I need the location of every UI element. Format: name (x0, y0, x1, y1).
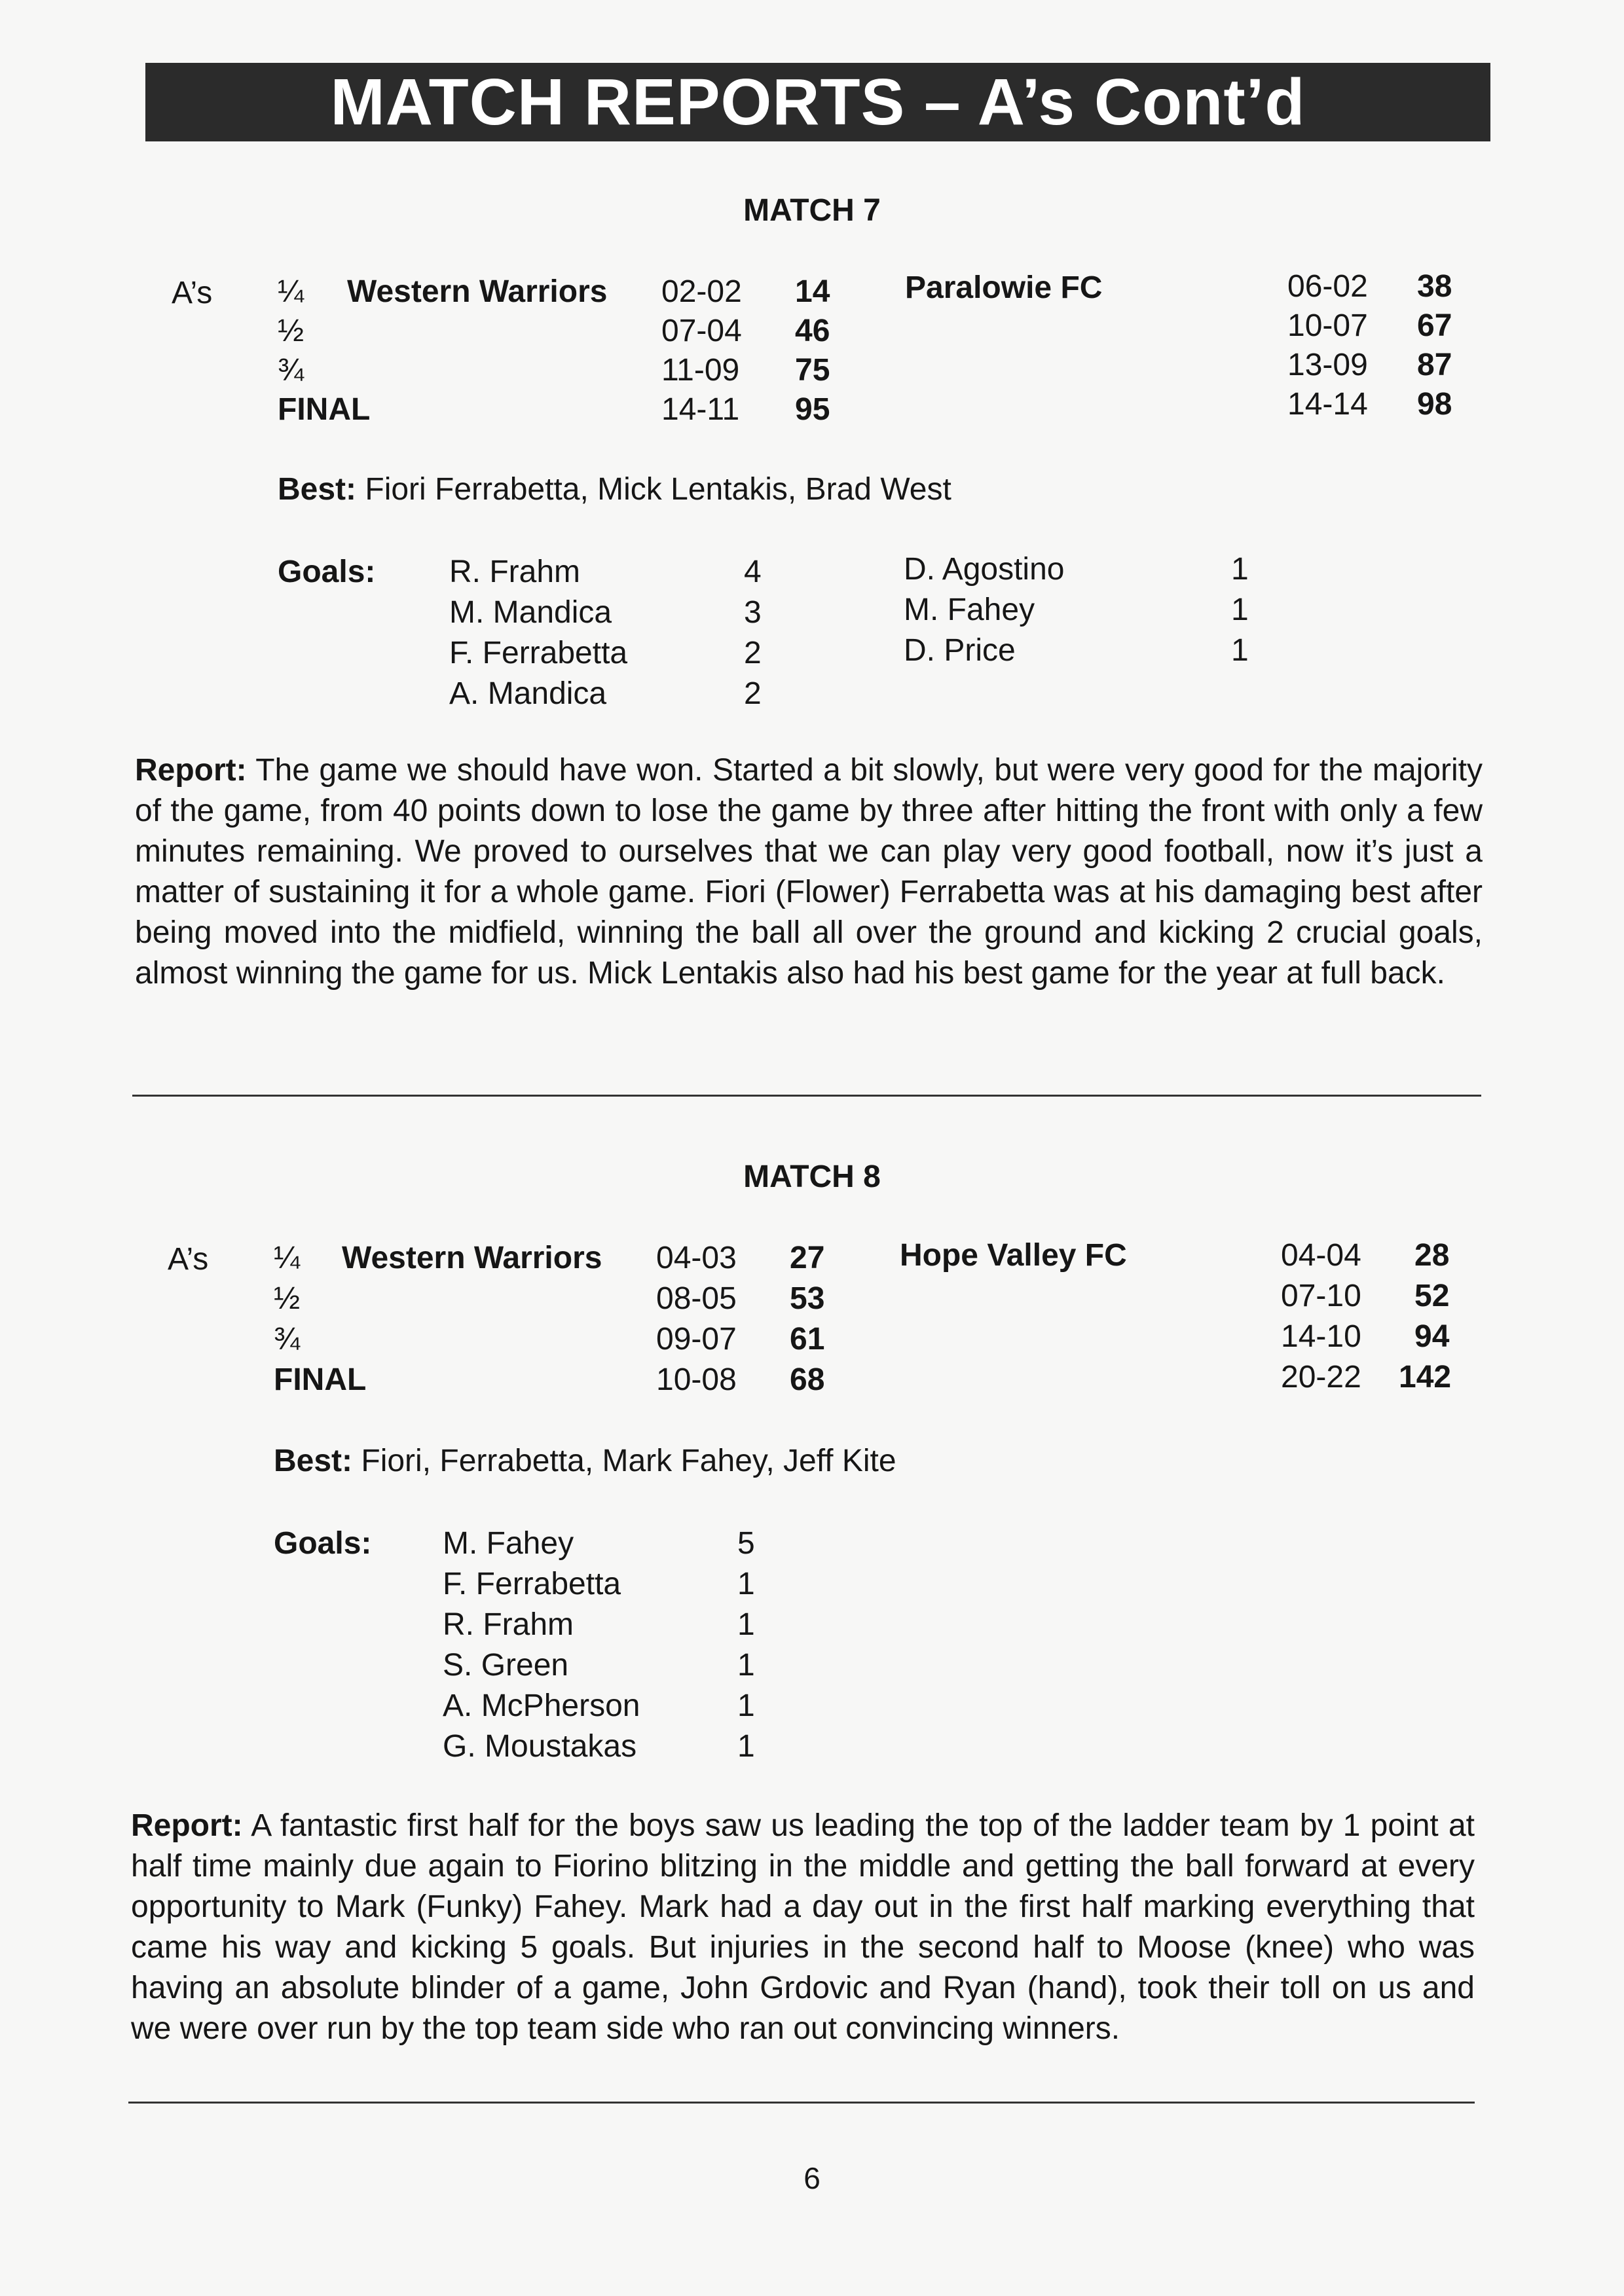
match-7-q1-away-score: 06-02 (1287, 269, 1368, 304)
match-7-report-label: Report: (135, 753, 247, 788)
match-7-best-label: Best: (278, 472, 357, 507)
match-8-goal-count: 1 (737, 1648, 755, 1683)
match-8-goal-count: 1 (737, 1567, 755, 1601)
match-7-home-team: Western Warriors (347, 274, 608, 309)
match-7-final-label: FINAL (278, 392, 371, 427)
match-8-q1-home-score: 04-03 (656, 1241, 737, 1275)
match-7-q3-away-score: 13-09 (1287, 348, 1368, 382)
match-7-report-text: The game we should have won. Started a bit slowly, but were very good for the majority of the game, from 40 points down to lose the game by three after hitting the front with only a few minutes remaining. We proved to ourselves that we can play very good football, now it’s just a matter of sustaining it for a whole game. Fiori (Flower) Ferrabetta was at his damaging best after being moved into the midfield, winning the ball all over the ground and kicking 2 crucial goals, almost winning the game for us. Mick Lentakis also had his best game for the year at full back. (135, 753, 1483, 991)
match-7-best (278, 471, 951, 507)
match-7-q3-away-total: 87 (1417, 348, 1452, 382)
match-7-final-away-total: 98 (1417, 387, 1452, 422)
match-7-q1-away-total: 38 (1417, 269, 1452, 304)
match-7-q1-home-score: 02-02 (661, 274, 742, 309)
match-8-report-label: Report: (131, 1808, 243, 1843)
match-7-report (135, 750, 1483, 994)
match-8-q1-away-total: 28 (1414, 1238, 1450, 1273)
match-8-home-team: Western Warriors (342, 1241, 602, 1275)
match-8-final-home-total: 68 (790, 1362, 825, 1397)
page-title-banner (145, 63, 1490, 141)
match-8-grade: A’s (168, 1242, 209, 1277)
match-8-final-label: FINAL (274, 1362, 367, 1397)
match-8-q2-home-score: 08-05 (656, 1281, 737, 1316)
match-7-grade: A’s (172, 276, 213, 310)
match-7-final-home-total: 95 (795, 392, 830, 427)
match-7-goal-player: A. Mandica (449, 676, 607, 711)
match-8-goal-count: 5 (737, 1526, 755, 1561)
match-7-goal-count: 1 (1231, 552, 1249, 587)
match-7-q2-home-score: 07-04 (661, 314, 742, 348)
match-7-q2-label: ½ (278, 314, 304, 348)
match-7-q3-label: ¾ (278, 353, 304, 388)
match-7-q3-home-score: 11-09 (661, 353, 740, 388)
match-8-q3-home-total: 61 (790, 1322, 825, 1357)
page-title: MATCH REPORTS – A’s Cont’d (330, 65, 1306, 139)
match-7-goal-count: 2 (744, 636, 762, 670)
match-8-q3-home-score: 09-07 (656, 1322, 737, 1357)
match-8-best (274, 1443, 896, 1479)
match-8-title: MATCH 8 (743, 1159, 881, 1194)
match-8-goal-player: S. Green (443, 1648, 569, 1683)
match-8-q2-away-score: 07-10 (1281, 1279, 1361, 1313)
match-8-q1-away-score: 04-04 (1281, 1238, 1361, 1273)
match-8-q3-away-total: 94 (1414, 1319, 1450, 1354)
match-7-best-players: Fiori Ferrabetta, Mick Lentakis, Brad West (365, 472, 951, 507)
match-7-q2-home-total: 46 (795, 314, 830, 348)
match-7-goal-count: 1 (1231, 592, 1249, 627)
match-8-q1-label: ¼ (274, 1241, 301, 1275)
match-8-best-players: Fiori, Ferrabetta, Mark Fahey, Jeff Kite (361, 1444, 896, 1478)
match-7-goal-player: M. Fahey (904, 592, 1035, 627)
match-8-goal-player: R. Frahm (443, 1607, 574, 1642)
match-8-final-away-score: 20-22 (1281, 1360, 1361, 1394)
match-7-goal-player: D. Agostino (904, 552, 1065, 587)
match-7-goals-label: Goals: (278, 555, 376, 589)
match-8-final-home-score: 10-08 (656, 1362, 737, 1397)
section-divider (132, 1095, 1481, 1097)
match-8-q2-away-total: 52 (1414, 1279, 1450, 1313)
match-8-goal-player: F. Ferrabetta (443, 1567, 621, 1601)
match-7-goal-player: D. Price (904, 633, 1016, 668)
match-8-goals-label: Goals: (274, 1526, 372, 1561)
match-7-goal-player: M. Mandica (449, 595, 612, 630)
match-7-goal-count: 3 (744, 595, 762, 630)
match-8-goal-count: 1 (737, 1688, 755, 1723)
match-8-away-team: Hope Valley FC (900, 1238, 1127, 1273)
match-8-goal-player: A. McPherson (443, 1688, 640, 1723)
match-7-title: MATCH 7 (743, 193, 881, 228)
match-8-q2-label: ½ (274, 1281, 301, 1316)
page-number: 6 (803, 2161, 821, 2195)
match-7-final-home-score: 14-11 (661, 392, 740, 427)
match-8-report-text: A fantastic first half for the boys saw us leading the top of the ladder team by 1 point at half time mainly due again to Fiorino blitzing in the middle and getting the ball forward at every opportunity to Mark (Funky) Fahey. Mark had a day out in the first half marking everything that came his way and kicking 5 goals. But injuries in the second half to Moose (knee) who was having an absolute blinder of a game, John Grdovic and Ryan (hand), took their toll on us and we were over run by the top team side who ran out convincing winners. (131, 1808, 1475, 2046)
match-8-q1-home-total: 27 (790, 1241, 825, 1275)
match-7-q3-home-total: 75 (795, 353, 830, 388)
match-8-q3-away-score: 14-10 (1281, 1319, 1361, 1354)
match-8-goal-count: 1 (737, 1729, 755, 1764)
match-7-goal-count: 4 (744, 555, 762, 589)
match-7-q1-label: ¼ (278, 274, 304, 309)
match-8-q2-home-total: 53 (790, 1281, 825, 1316)
match-7-q1-home-total: 14 (795, 274, 830, 309)
match-8-goal-count: 1 (737, 1607, 755, 1642)
match-7-final-away-score: 14-14 (1287, 387, 1368, 422)
match-7-goal-count: 2 (744, 676, 762, 711)
match-8-goal-player: G. Moustakas (443, 1729, 637, 1764)
match-7-goal-count: 1 (1231, 633, 1249, 668)
match-8-report (131, 1806, 1475, 2049)
match-7-goal-player: R. Frahm (449, 555, 581, 589)
match-8-final-away-total: 142 (1399, 1360, 1452, 1394)
match-8-q3-label: ¾ (274, 1322, 301, 1357)
match-8-best-label: Best: (274, 1444, 353, 1478)
match-8-goal-player: M. Fahey (443, 1526, 574, 1561)
match-7-q2-away-total: 67 (1417, 308, 1452, 343)
bottom-divider (128, 2102, 1475, 2104)
match-7-away-team: Paralowie FC (905, 270, 1103, 305)
match-7-q2-away-score: 10-07 (1287, 308, 1368, 343)
match-7-goal-player: F. Ferrabetta (449, 636, 628, 670)
